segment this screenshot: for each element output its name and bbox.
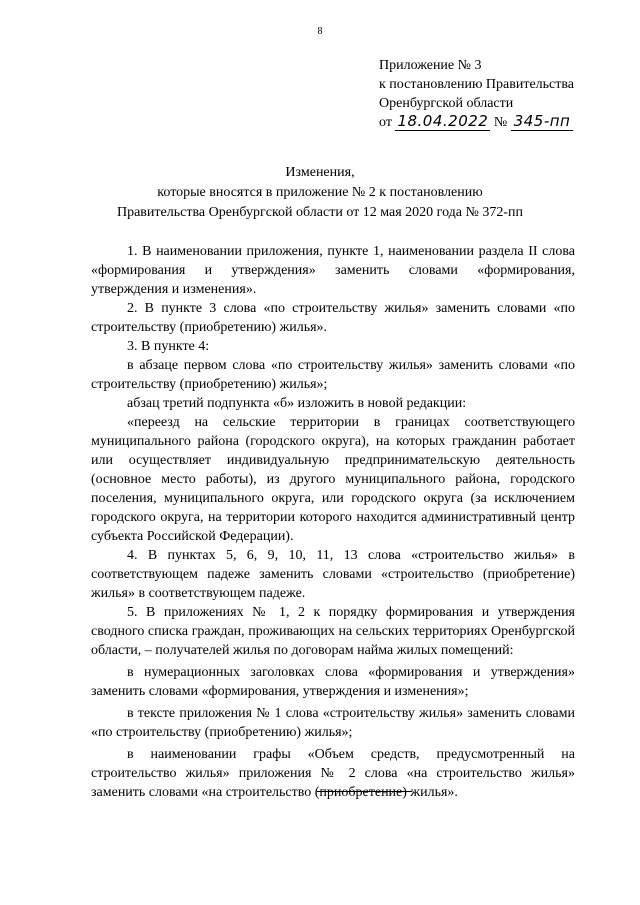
- paragraph-5b: в тексте приложения № 1 слова «строительству жилья» заменить словами «по строительству (приобретению) жилья»;: [91, 706, 575, 740]
- paragraph-4: 4. В пунктах 5, 6, 9, 10, 11, 13 слова «строительство жилья» в соответствующем падеже заменить словами «строительство (приобретение) жилья» в соответствующем падеже.: [91, 548, 575, 601]
- handwritten-date: [395, 114, 490, 131]
- paragraph-3b: абзац третий подпункта «б» изложить в новой редакции:: [127, 396, 467, 411]
- paragraph-5: 5. В приложениях № 1, 2 к порядку формирования и утверждения сводного списка граждан, проживающих на сельских территориях Оренбургской области, – получателей жилья по договорам найма жилых помещений:: [91, 605, 575, 658]
- document-heading: [0, 163, 640, 223]
- appendix-date-line: [379, 113, 574, 132]
- number-sign: №: [493, 115, 508, 130]
- heading-line-1: Изменения,: [285, 165, 355, 180]
- paragraph-2: 2. В пункте 3 слова «по строительству жилья» заменить словами «по строительству (приобретению) жилья».: [91, 301, 575, 335]
- handwritten-number: [511, 114, 574, 131]
- heading-line-3: Правительства Оренбургской области от 12 мая 2020 года № 372-пп: [116, 205, 524, 220]
- paragraph-3c: «переезд на сельские территории в границах соответствующего муниципального района (городского округа), на которых гражданин работает или осуществляет индивидуальную предпринимательскую деятельность (основное место работы), из другого муниципального района, городского поселения, муниципального округа, или городского округа (за исключением городского округа, на территории которого находится административный центр субъекта Российской Федерации).: [91, 415, 575, 544]
- date-prefix: от: [379, 115, 392, 130]
- paragraph-3: 3. В пункте 4:: [127, 339, 210, 354]
- date-value: 18.04.2022: [397, 112, 489, 130]
- paragraph-1: 1. В наименовании приложения, пункте 1, наименовании раздела II слова «формирования и утверждения» заменить словами «формирования, утверждения и изменения».: [91, 244, 575, 297]
- appendix-title: Приложение № 3: [379, 58, 482, 73]
- end-divider: [317, 791, 412, 792]
- paragraph-3a: в абзаце первом слова «по строительству жилья» заменить словами «по строительству (приобретению) жилья»;: [91, 358, 575, 392]
- page-number: 8: [317, 26, 323, 37]
- number-value: 345-пп: [513, 112, 571, 130]
- appendix-reference: к постановлению Правительства: [379, 77, 575, 92]
- paragraph-5c: в наименовании графы «Объем средств, предусмотренный на строительство жилья» приложения № 2 слова «на строительство жилья» заменить словами «на строительство (приобретение) жилья».: [91, 747, 575, 800]
- appendix-region: Оренбургской области: [379, 96, 514, 111]
- heading-line-2: которые вносятся в приложение № 2 к постановлению: [157, 185, 483, 200]
- appendix-block: [379, 56, 574, 132]
- paragraph-5a: в нумерационных заголовках слова «формирования и утверждения» заменить словами «формирования, утверждения и изменения»;: [91, 665, 575, 699]
- document-body: [91, 242, 575, 802]
